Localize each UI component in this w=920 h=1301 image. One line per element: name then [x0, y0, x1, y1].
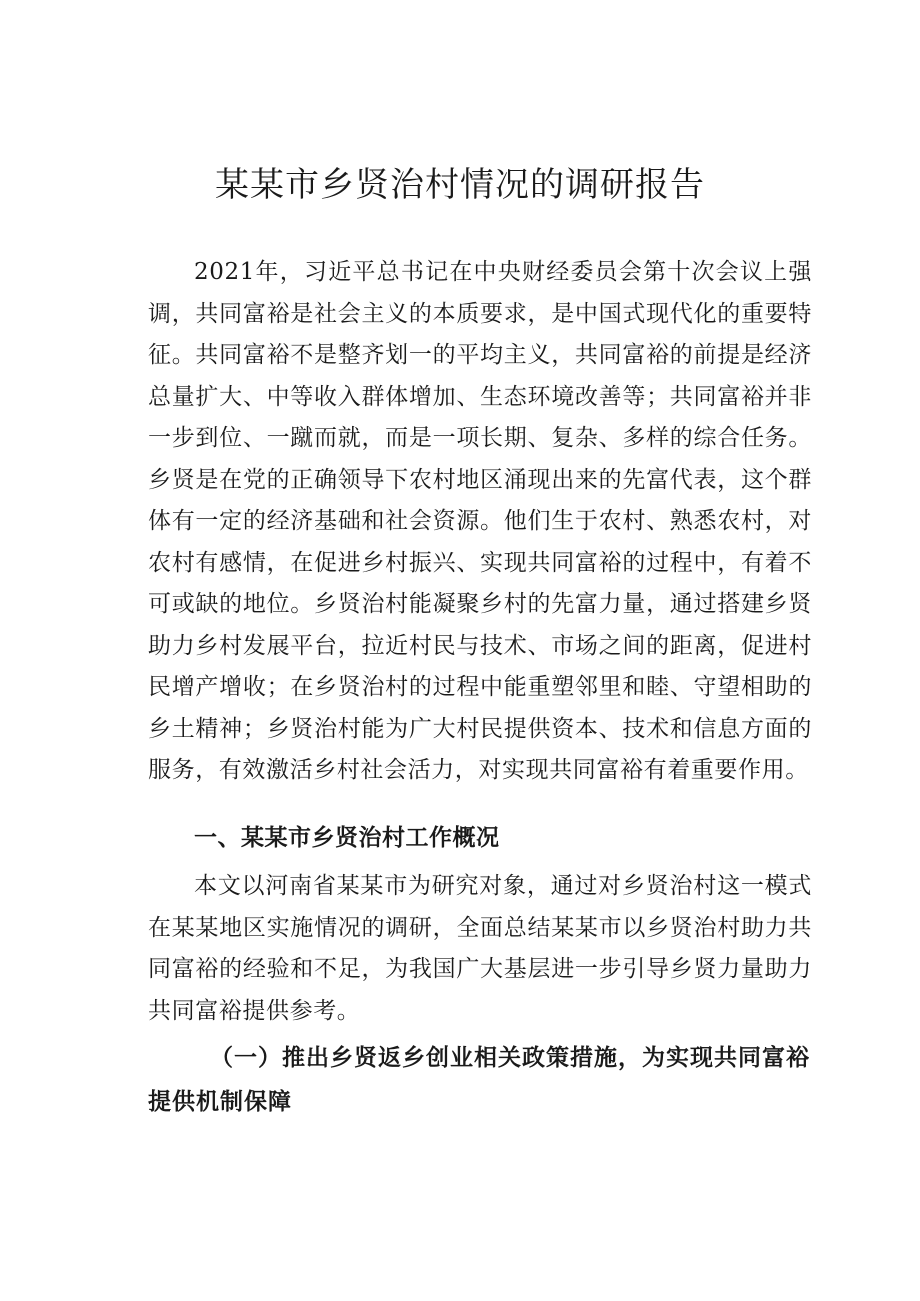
subsection-heading-1: （一）推出乡贤返乡创业相关政策措施，为实现共同富裕提供机制保障 [148, 1044, 810, 1115]
document-title: 某某市乡贤治村情况的调研报告 [215, 165, 705, 205]
section-1-paragraph: 本文以河南省某某市为研究对象，通过对乡贤治村这一模式在某某地区实施情况的调研，全面总结某某市以乡贤治村助力共同富裕的经验和不足，为我国广大基层进一步引导乡贤力量助力共同富裕提供参考。 [148, 873, 812, 1024]
section-heading-1: 一、某某市乡贤治村工作概况 [194, 825, 500, 851]
intro-paragraph: 2021年，习近平总书记在中央财经委员会第十次会议上强调，共同富裕是社会主义的本质要求，是中国式现代化的重要特征。共同富裕不是整齐划一的平均主义，共同富裕的前提是经济总量扩大、中等收入群体增加、生态环境改善等；共同富裕并非一步到位、一蹴而就，而是一项长期、复杂、多样的综合任务。乡贤是在党的正确领导下农村地区涌现出来的先富代表，这个群体有一定的经济基础和社会资源。他们生于农村、熟悉农村，对农村有感情，在促进乡村振兴、实现共同富裕的过程中，有着不可或缺的地位。乡贤治村能凝聚乡村的先富力量，通过搭建乡贤助力乡村发展平台，拉近村民与技术、市场之间的距离，促进村民增产增收；在乡贤治村的过程中能重塑邻里和睦、守望相助的乡土精神；乡贤治村能为广大村民提供资本、技术和信息方面的服务，有效激活乡村社会活力，对实现共同富裕有着重要作用。 [148, 259, 812, 783]
